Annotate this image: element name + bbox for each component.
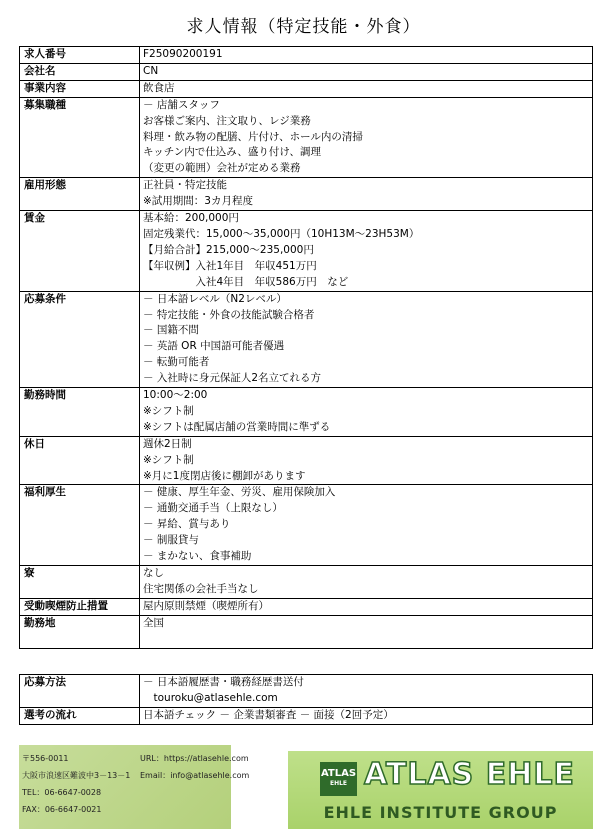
- value-line: お客様ご案内、注文取り、レジ業務: [143, 114, 311, 127]
- row-value: [140, 485, 593, 566]
- row-label: 受動喫煙防止措置: [20, 598, 140, 615]
- table-row: [20, 615, 593, 648]
- value-line: 基本給：200,000円: [143, 212, 239, 225]
- value-line: 日本語チェック － 企業書類審査 － 面接（2回予定）: [143, 708, 394, 721]
- row-value: [140, 675, 593, 708]
- application-table: [19, 674, 593, 725]
- table-row: [20, 80, 593, 97]
- value-line: 住宅関係の会社手当なし: [143, 582, 259, 595]
- value-line[interactable]: touroku@atlasehle.com: [143, 691, 278, 704]
- row-value: [140, 63, 593, 80]
- value-line: 10:00～2:00: [143, 389, 208, 402]
- value-line: － 日本語履歴書・職務経歴書送付: [143, 676, 304, 688]
- row-value: [140, 707, 593, 724]
- table-row: [20, 388, 593, 437]
- row-label: 選考の流れ: [20, 707, 140, 724]
- value-line: 飲食店: [143, 81, 175, 94]
- value-line: 正社員・特定技能: [143, 179, 227, 192]
- row-value: [140, 615, 593, 648]
- row-value: [140, 80, 593, 97]
- value-line: 全国: [143, 616, 164, 629]
- value-line: － 国籍不問: [143, 324, 199, 337]
- row-label: 勤務地: [20, 615, 140, 648]
- postal-code: 〒556-0011: [22, 754, 69, 763]
- table-row: [20, 178, 593, 211]
- company-contact-box: [19, 745, 250, 829]
- value-line: 【年収例】入社1年目 年収451万円: [143, 259, 317, 272]
- value-line: 入社4年目 年収586万円 など: [143, 275, 349, 288]
- row-value: [140, 388, 593, 437]
- row-value: [140, 566, 593, 599]
- value-line: ※シフト制: [143, 404, 194, 417]
- value-line: 固定残業代：15,000～35,000円（10H13M～23H53M）: [143, 227, 420, 240]
- telephone: TEL：06-6647-0028: [22, 788, 102, 797]
- row-value: [140, 211, 593, 292]
- fax: FAX：06-6647-0021: [22, 805, 102, 814]
- row-label: 募集職種: [20, 97, 140, 178]
- row-label: 求人番号: [20, 47, 140, 64]
- value-line: 週休2日制: [143, 437, 192, 450]
- row-label: 福利厚生: [20, 485, 140, 566]
- value-line: － 英語 OR 中国語可能者優遇: [143, 340, 285, 353]
- value-line: ※試用期間：3カ月程度: [143, 195, 253, 208]
- row-label: 会社名: [20, 63, 140, 80]
- logo-badge-icon: ATLAS EHLE: [320, 762, 357, 796]
- value-line: 屋内原則禁煙（喫煙所有）: [143, 599, 269, 612]
- table-row: [20, 566, 593, 599]
- value-line: ※シフトは配属店舗の営業時間に準ずる: [143, 420, 331, 433]
- table-row: [20, 63, 593, 80]
- table-row: [20, 47, 593, 64]
- value-line: 【月給合計】215,000～235,000円: [143, 243, 314, 256]
- value-line: F25090200191: [143, 48, 223, 60]
- value-line: － 通勤交通手当（上限なし）: [143, 502, 283, 515]
- address: 大阪市浪速区難波中3－13－1: [22, 771, 131, 780]
- table-row: [20, 211, 593, 292]
- row-label: 応募方法: [20, 675, 140, 708]
- row-value: [140, 47, 593, 64]
- row-label: 休日: [20, 436, 140, 485]
- value-line: ※月に1度閉店後に棚卸があります: [143, 469, 306, 482]
- value-line: － 健康、厚生年金、労災、雇用保険加入: [143, 486, 336, 499]
- table-row: [20, 436, 593, 485]
- row-value: [140, 436, 593, 485]
- value-line: CN: [143, 64, 159, 77]
- value-line: － 転勤可能者: [143, 356, 210, 369]
- value-line: － 日本語レベル（N2レベル）: [143, 292, 287, 305]
- value-line: － まかない、食事補助: [143, 550, 252, 563]
- table-row: [20, 707, 593, 724]
- value-line: － 昇給、賞与あり: [143, 518, 231, 531]
- job-info-table: [19, 46, 593, 649]
- row-value: [140, 97, 593, 178]
- value-line: 料理・飲み物の配膳、片付け、ホール内の清掃: [143, 130, 363, 143]
- table-row: [20, 675, 593, 708]
- row-label: 事業内容: [20, 80, 140, 97]
- row-label: 賃金: [20, 211, 140, 292]
- row-value: [140, 178, 593, 211]
- page-title: 求人情報（特定技能・外食）: [186, 17, 421, 37]
- row-label: 勤務時間: [20, 388, 140, 437]
- value-line: キッチン内で仕込み、盛り付け、調理: [143, 146, 321, 159]
- row-label: 雇用形態: [20, 178, 140, 211]
- website-url: URL：https://atlasehle.com: [140, 754, 249, 763]
- value-line: － 制服貸与: [143, 534, 199, 547]
- row-label: 応募条件: [20, 291, 140, 387]
- table-row: [20, 485, 593, 566]
- table-row: [20, 598, 593, 615]
- group-name: EHLE INSTITUTE GROUP: [323, 803, 558, 822]
- value-line: － 特定技能・外食の技能試験合格者: [143, 308, 315, 321]
- brand-name: ATLAS EHLE: [364, 757, 575, 792]
- row-value: [140, 291, 593, 387]
- company-logo: [288, 751, 593, 829]
- row-label: 寮: [20, 566, 140, 599]
- value-line: ※シフト制: [143, 453, 194, 466]
- value-line: （変更の範囲）会社が定める業務: [143, 162, 301, 175]
- value-line: なし: [143, 567, 164, 579]
- email-address: Email：info@atlasehle.com: [140, 771, 250, 780]
- value-line: － 入社時に身元保証人2名立てれる方: [143, 372, 322, 385]
- value-line: [143, 632, 592, 648]
- value-line: － 店舗スタッフ: [143, 98, 220, 111]
- table-row: [20, 97, 593, 178]
- table-row: [20, 291, 593, 387]
- row-value: [140, 598, 593, 615]
